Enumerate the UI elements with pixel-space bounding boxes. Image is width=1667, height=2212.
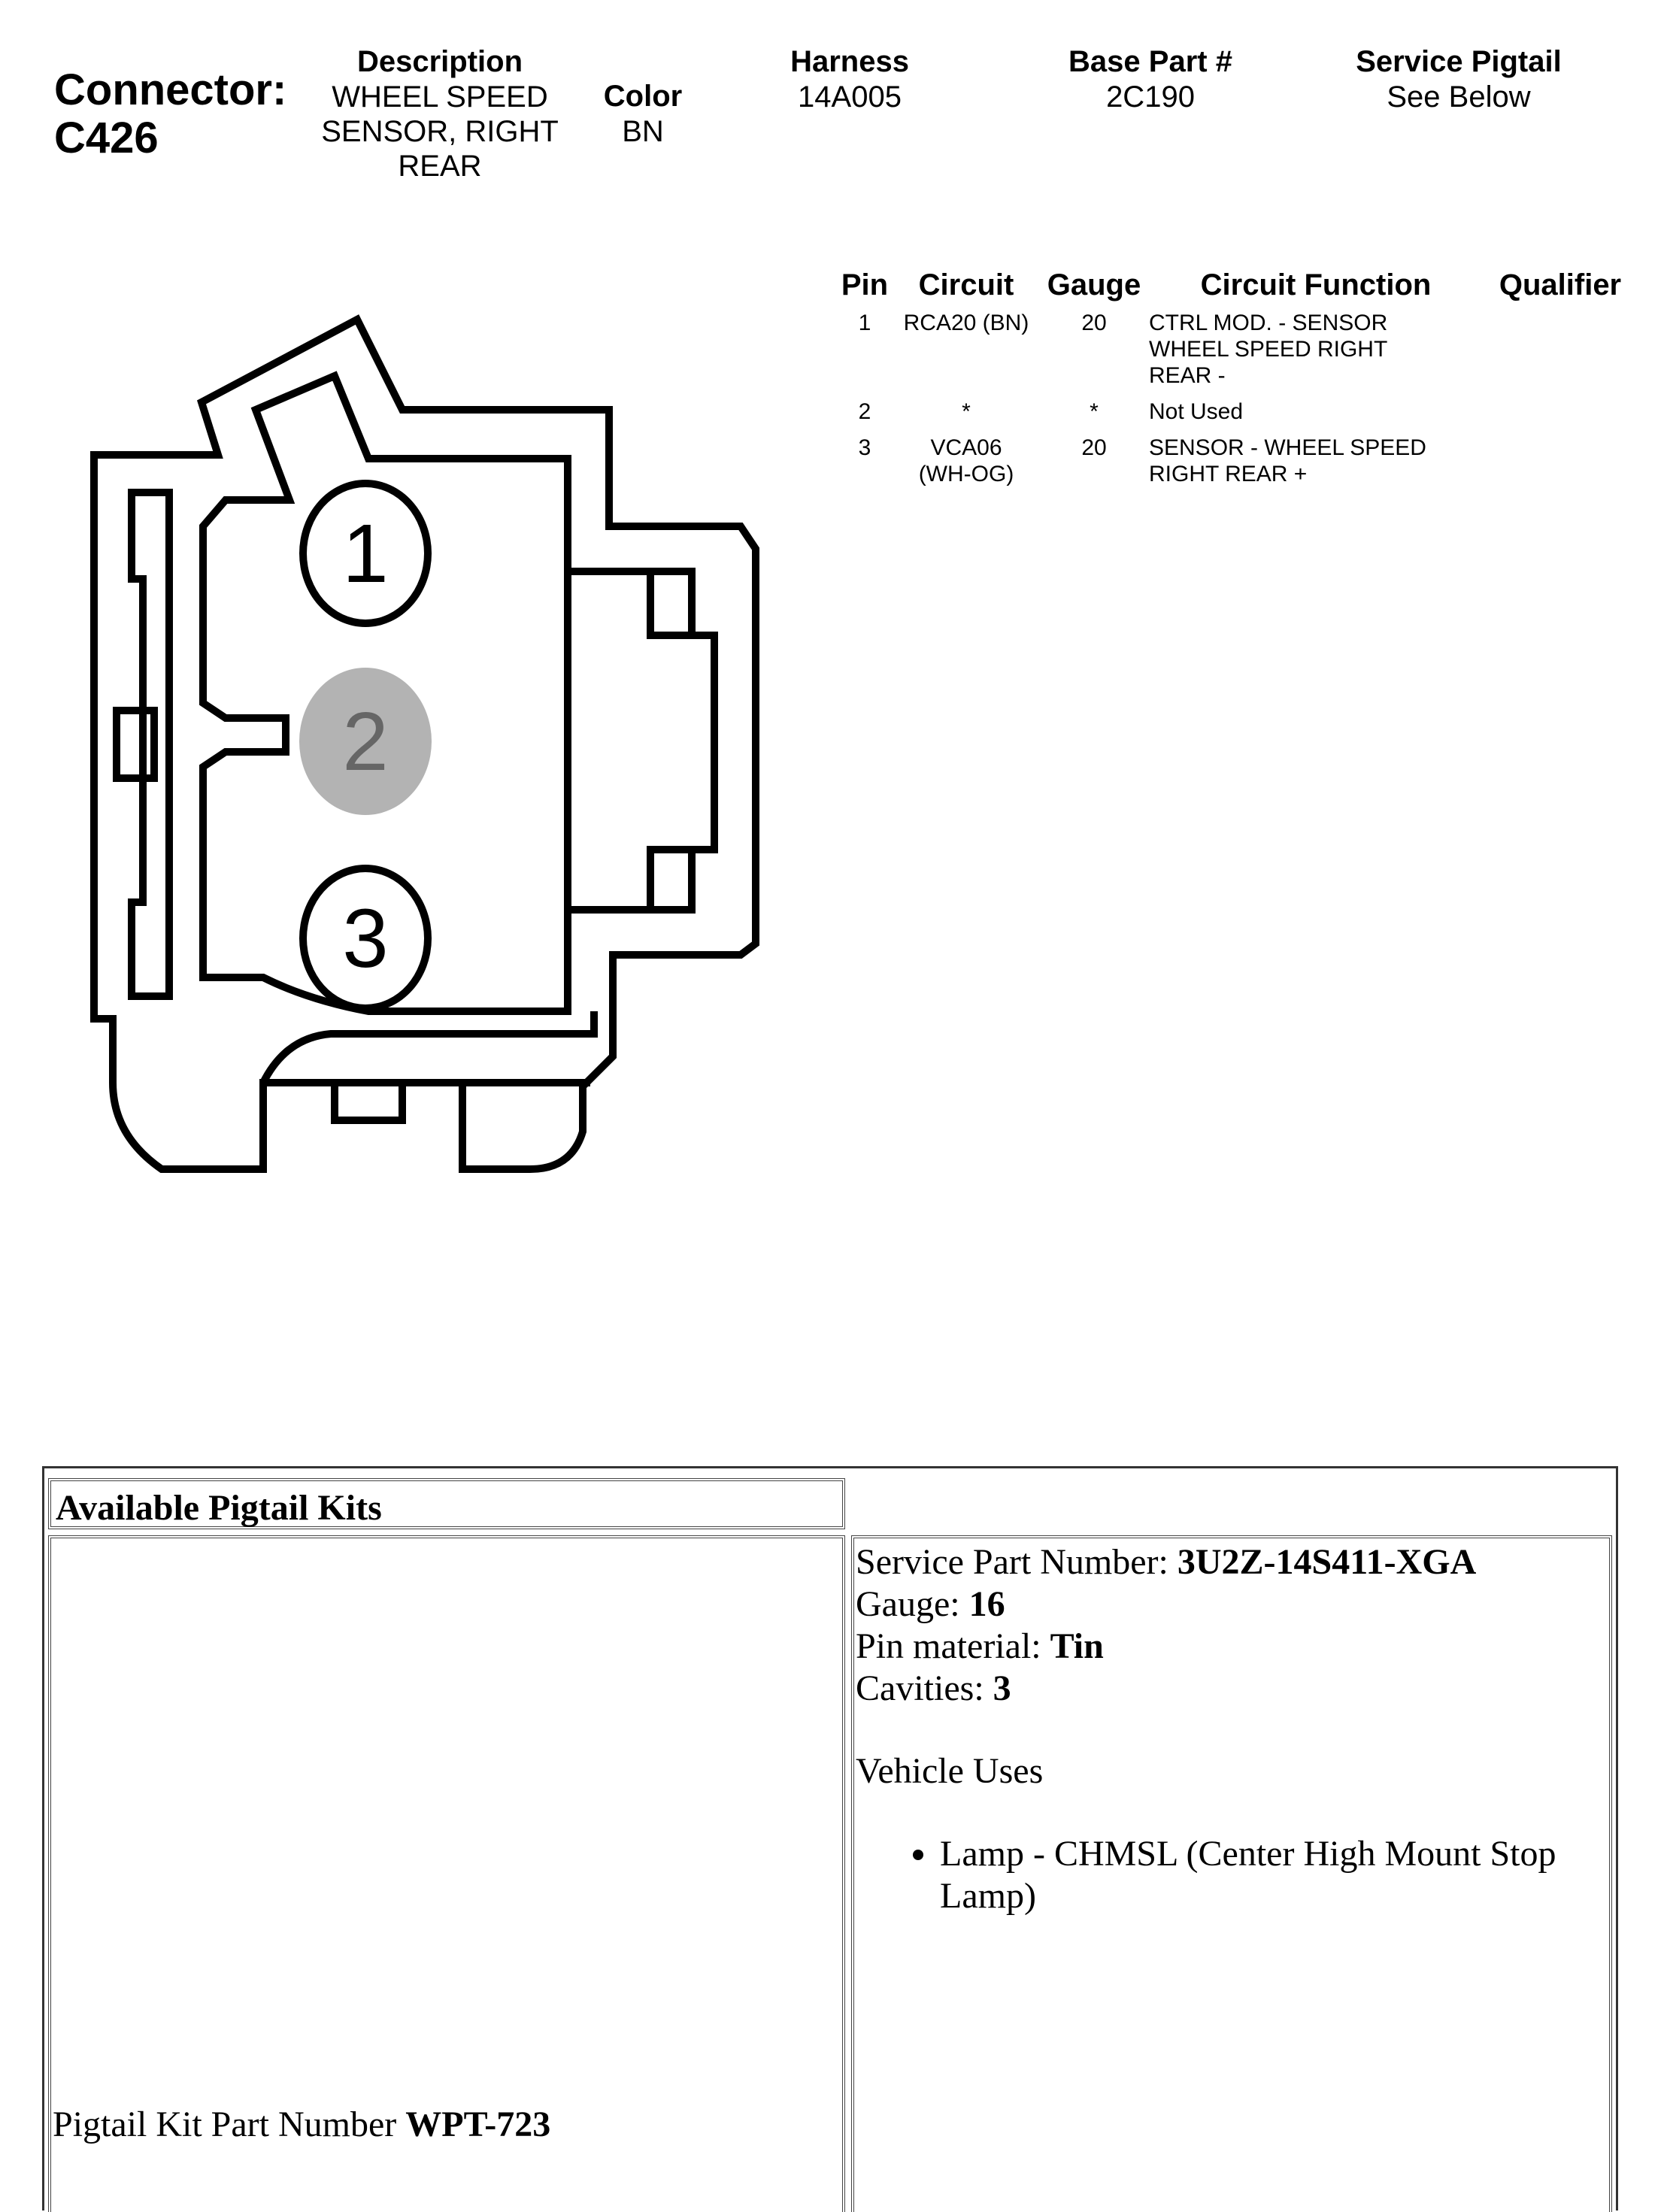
cavities-line <box>856 1668 1600 1710</box>
base-part-title: Base Part # <box>1068 45 1232 78</box>
available-pigtail-kits-header: Available Pigtail Kits <box>48 1478 845 1529</box>
service-part-value: 3U2Z-14S411-XGA <box>1177 1542 1477 1582</box>
base-part-column <box>1038 44 1263 114</box>
service-pigtail-title: Service Pigtail <box>1356 45 1562 78</box>
pin-3-cavity <box>299 865 432 1012</box>
service-part-number-line <box>856 1541 1600 1583</box>
pigtail-details <box>856 1541 1600 1792</box>
pin-cell: 3 <box>858 435 871 460</box>
gauge-cell: 20 <box>1081 435 1107 460</box>
color-title: Color <box>603 80 683 113</box>
kit-part-value: WPT-723 <box>405 2104 551 2144</box>
right-key <box>568 571 714 910</box>
description-column <box>301 44 579 183</box>
gauge-cell: * <box>1090 399 1099 424</box>
function-cell: SENSOR - WHEEL SPEED RIGHT REAR + <box>1149 435 1426 486</box>
pin-cell: 1 <box>858 311 871 335</box>
service-pigtail-column <box>1331 44 1587 114</box>
circuit-cell: RCA20 (BN) <box>903 311 1029 335</box>
pin-material-label: Pin material: <box>856 1626 1050 1666</box>
pin-2-cavity <box>299 668 432 815</box>
left-tab <box>117 711 154 778</box>
pin-cell: 2 <box>858 399 871 424</box>
description-value: WHEEL SPEED SENSOR, RIGHT REAR <box>321 80 559 183</box>
bottom-channel <box>263 1011 594 1083</box>
pin-3-number: 3 <box>342 892 389 985</box>
function-cell: CTRL MOD. - SENSOR WHEEL SPEED RIGHT REAR - <box>1149 311 1388 388</box>
service-pigtail-value: See Below <box>1387 80 1531 114</box>
gauge-cell: 20 <box>1081 311 1107 335</box>
vehicle-use-text: Lamp - CHMSL (Center High Mount Stop Lamp) <box>940 1834 1556 1916</box>
connector-label <box>54 66 286 162</box>
pin-1-number: 1 <box>342 507 389 600</box>
vehicle-uses-list <box>940 1833 1609 1917</box>
bottom-tab <box>335 1083 402 1120</box>
list-item <box>940 1833 1609 1917</box>
qualifier-header: Qualifier <box>1499 268 1622 301</box>
gauge-header: Gauge <box>1047 268 1141 301</box>
cavities-label: Cavities: <box>856 1668 993 1708</box>
base-part-value: 2C190 <box>1106 80 1195 114</box>
service-part-label: Service Part Number: <box>856 1542 1178 1582</box>
harness-value: 14A005 <box>798 80 902 114</box>
description-title: Description <box>356 45 523 78</box>
cavities-value: 3 <box>993 1668 1011 1708</box>
pin-material-line <box>856 1626 1600 1668</box>
connector-label-line1: Connector: <box>54 65 287 114</box>
circuit-cell: * <box>962 399 971 424</box>
circuit-function-header: Circuit Function <box>1200 268 1432 301</box>
color-column <box>586 78 699 149</box>
connector-id: C426 <box>54 114 159 162</box>
pin-header: Pin <box>841 268 889 301</box>
kit-part-label: Pigtail Kit Part Number <box>53 2104 406 2144</box>
function-cell: Not Used <box>1149 399 1244 424</box>
circuit-header: Circuit <box>918 268 1014 301</box>
pin-material-value: Tin <box>1050 1626 1104 1666</box>
pin-2-number: 2 <box>342 695 389 788</box>
right-key-upper-notch <box>650 571 692 635</box>
circuit-cell: VCA06 (WH-OG) <box>918 435 1014 486</box>
pigtail-kit-part-number <box>53 2104 550 2146</box>
harness-title: Harness <box>790 45 909 78</box>
bullet-icon <box>913 1850 923 1860</box>
vehicle-uses-title: Vehicle Uses <box>856 1751 1044 1791</box>
gauge-label: Gauge: <box>856 1584 969 1624</box>
right-key-lower-notch <box>650 850 692 910</box>
harness-column <box>752 44 947 114</box>
color-value: BN <box>622 115 664 148</box>
pin-table <box>827 268 1654 508</box>
gauge-line <box>856 1583 1600 1626</box>
pin-1-cavity <box>299 480 432 627</box>
gauge-value: 16 <box>968 1584 1005 1624</box>
